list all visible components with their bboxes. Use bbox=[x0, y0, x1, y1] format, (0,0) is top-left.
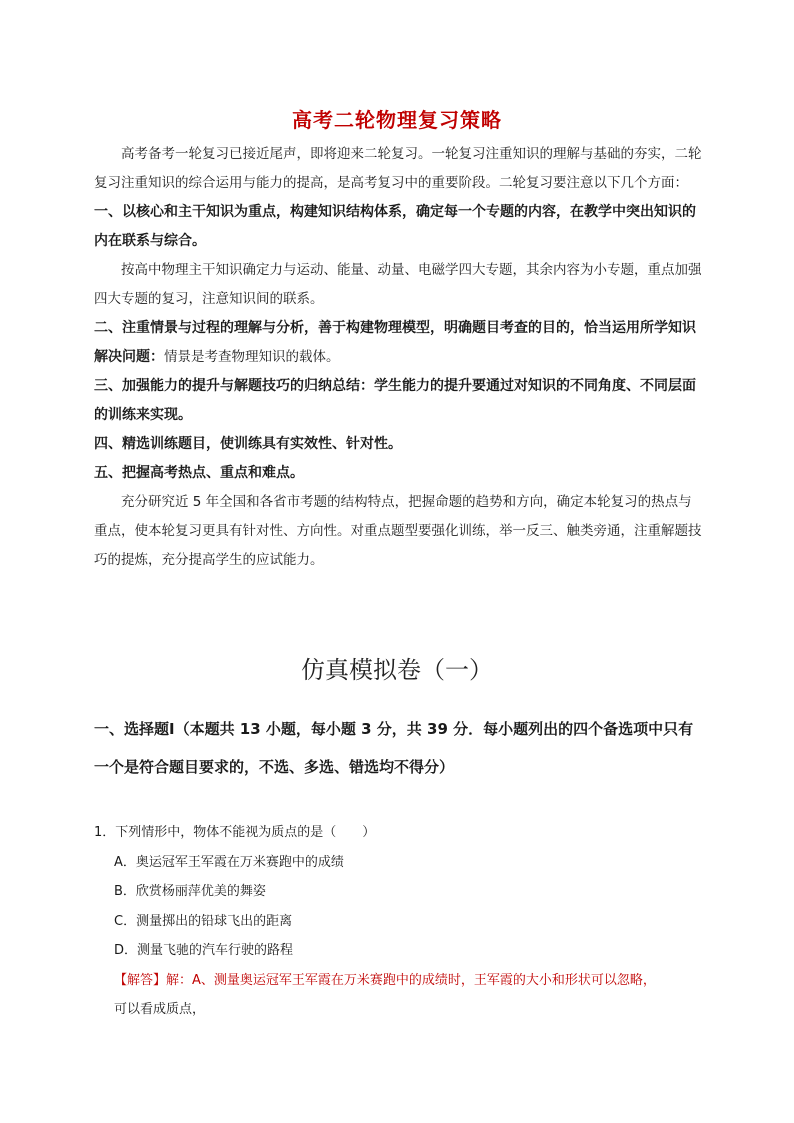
strategy-content bbox=[94, 140, 704, 575]
option-d: D．测量飞驰的汽车行驶的路程 bbox=[114, 943, 294, 958]
option-a: A．奥运冠军王军霞在万米赛跑中的成绩 bbox=[114, 854, 344, 870]
point-1-body: 按高中物理主干知识确定力与运动、能量、动量、电磁学四大专题，其余内容为小专题，重点加强四大专题的复习，注意知识间的联系。 bbox=[94, 262, 702, 307]
answer-tag: 【解答】 bbox=[114, 972, 167, 988]
point-5-body: 充分研究近 5 年全国和各省市考题的结构特点，把握命题的趋势和方向，确定本轮复习的热点与重点，使本轮复习更具有针对性、方向性。对重点题型要强化训练，举一反三、触类旁通，注重解题技巧的提炼，充分提高学生的应试能力。 bbox=[94, 494, 702, 568]
answer-line bbox=[94, 966, 706, 996]
option-b: B．欣赏杨丽萍优美的舞姿 bbox=[114, 884, 266, 899]
answer-continuation: 可以看成质点， bbox=[114, 1002, 206, 1017]
point-5-heading: 五、把握高考热点、重点和难点。 bbox=[94, 465, 304, 481]
question-1 bbox=[94, 818, 706, 1025]
point-2 bbox=[94, 314, 704, 372]
point-2-tail: 情景是考查物理知识的载体。 bbox=[164, 349, 340, 365]
question-stem: 1．下列情形中，物体不能视为质点的是（ ） bbox=[94, 825, 376, 840]
point-4-heading: 四、精选训练题目，使训练具有实效性、针对性。 bbox=[94, 436, 402, 452]
answer-text: A、测量奥运冠军王军霞在万米赛跑中的成绩时，王军霞的大小和形状可以忽略， bbox=[192, 972, 656, 988]
intro-paragraph: 高考备考一轮复习已接近尾声，即将迎来二轮复习。一轮复习注重知识的理解与基础的夯实，二轮复习注重知识的综合运用与能力的提高，是高考复习中的重要阶段。二轮复习要注意以下几个方面： bbox=[94, 146, 702, 191]
answer-lead: 解： bbox=[166, 972, 193, 988]
point-1-heading: 一、以核心和主干知识为重点，构建知识结构体系，确定每一个专题的内容，在教学中突出知识的内在联系与综合。 bbox=[94, 204, 696, 249]
point-2-heading: 二、注重情景与过程的理解与分析，善于构建物理模型，明确题目考查的目的，恰当运用所学知识解决问题： bbox=[94, 320, 696, 365]
exam-title: 仿真模拟卷（一） bbox=[301, 656, 493, 684]
page-title: 高考二轮物理复习策略 bbox=[292, 108, 502, 132]
point-3-heading: 三、加强能力的提升与解题技巧的归纳总结：学生能力的提升要通过对知识的不同角度、不同层面的训练来实现。 bbox=[94, 378, 696, 423]
option-c: C．测量掷出的铅球飞出的距离 bbox=[114, 913, 293, 929]
section-heading: 一、选择题Ⅰ（本题共 13 小题，每小题 3 分，共 39 分．每小题列出的四个备选项中只有一个是符合题目要求的，不选、多选、错选均不得分） bbox=[94, 720, 694, 776]
